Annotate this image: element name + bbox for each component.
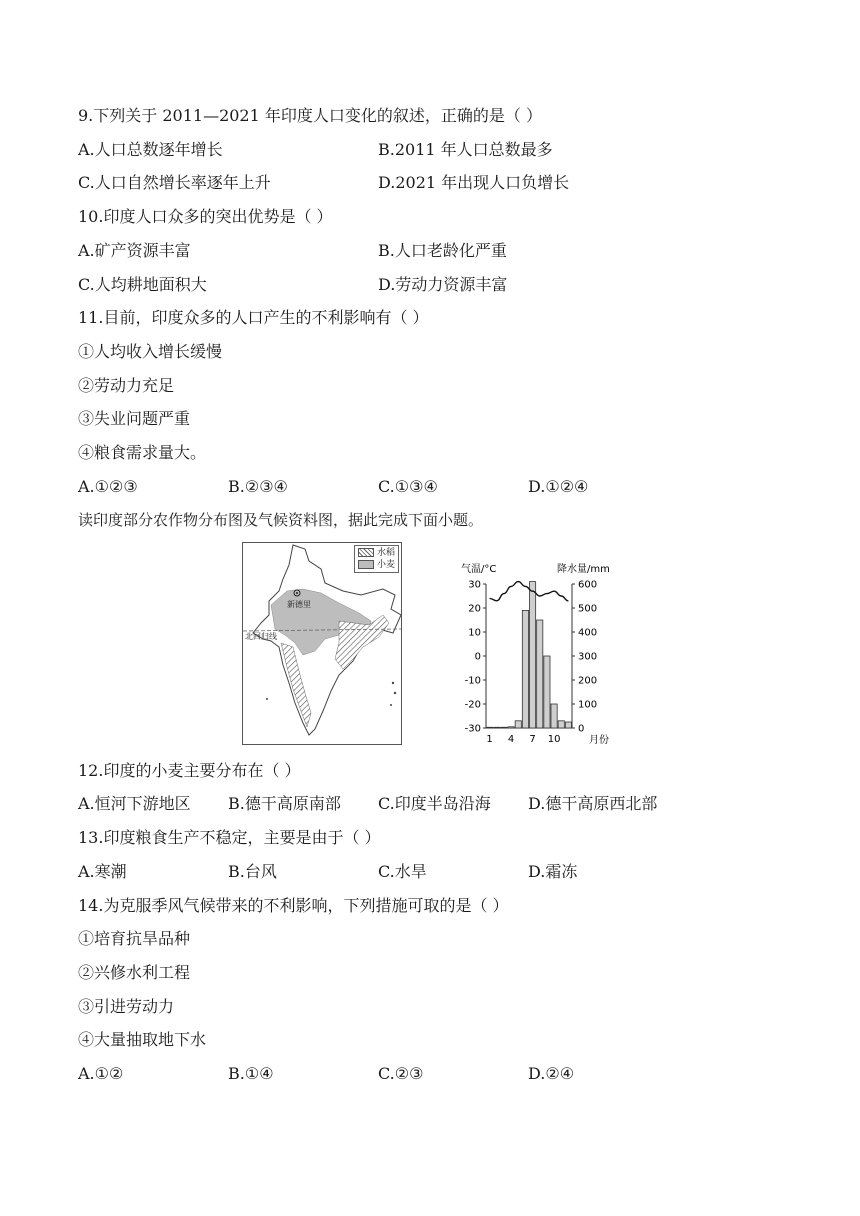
q12-option-d[interactable]: D.德干高原西北部 xyxy=(528,794,658,813)
temperature-line xyxy=(490,582,569,601)
q10-stem: 10.印度人口众多的突出优势是（ ） xyxy=(78,207,333,226)
x-tick-label: 1 xyxy=(486,734,493,745)
precip-bar xyxy=(544,656,550,728)
y2-tick-label: 400 xyxy=(578,627,598,639)
q10-option-d[interactable]: D.劳动力资源丰富 xyxy=(378,275,508,294)
q9-option-c[interactable]: C.人口自然增长率逐年上升 xyxy=(78,173,271,192)
y-tick-label: 20 xyxy=(468,603,481,615)
q10-option-a[interactable]: A.矿产资源丰富 xyxy=(78,241,191,260)
y-axis-label: 气温/°C xyxy=(461,564,497,575)
y2-tick-label: 0 xyxy=(578,723,585,735)
y-tick-label: 30 xyxy=(468,579,481,591)
y-tick-label: -30 xyxy=(464,723,481,735)
q9-option-a[interactable]: A.人口总数逐年增长 xyxy=(78,140,223,159)
precip-bar xyxy=(487,727,493,728)
x-tick-label: 7 xyxy=(529,734,536,745)
q11-stem: 11.目前，印度众多的人口产生的不利影响有（ ） xyxy=(78,308,429,327)
q13-stem: 13.印度粮食生产不稳定，主要是由于（ ） xyxy=(78,828,381,847)
precip-bar xyxy=(501,727,507,728)
q10-option-c[interactable]: C.人均耕地面积大 xyxy=(78,275,207,294)
q14-option-d[interactable]: D.②④ xyxy=(528,1064,575,1083)
legend-rice-label: 水稻 xyxy=(376,548,395,558)
legend-wheat-label: 小麦 xyxy=(376,560,395,570)
legend-rice xyxy=(358,547,395,559)
q14-item-2: ②兴修水利工程 xyxy=(78,963,191,982)
precip-bar xyxy=(537,620,543,728)
precip-bar xyxy=(530,582,536,728)
q11-item-2: ②劳动力充足 xyxy=(78,376,175,395)
q11-item-3: ③失业问题严重 xyxy=(78,409,191,428)
q14-item-1: ①培育抗旱品种 xyxy=(78,929,191,948)
climate-chart xyxy=(457,542,627,746)
q11-item-1: ①人均收入增长缓慢 xyxy=(78,342,223,361)
precip-bar xyxy=(522,610,528,728)
rice-swatch xyxy=(358,548,374,557)
y2-tick-label: 100 xyxy=(578,699,598,711)
q11-option-c[interactable]: C.①③④ xyxy=(378,477,438,496)
precip-bar xyxy=(558,721,564,728)
figure-intro: 读印度部分农作物分布图及气候资料图，据此完成下面小题。 xyxy=(78,511,484,529)
india-crop-map xyxy=(242,542,402,745)
precip-bar xyxy=(508,727,514,728)
x-tick-label: 10 xyxy=(547,734,561,745)
q9-stem: 9.下列关于 2011—2021 年印度人口变化的叙述，正确的是（ ） xyxy=(78,106,542,125)
y2-tick-label: 500 xyxy=(578,603,598,615)
y-tick-label: -20 xyxy=(464,699,481,711)
q14-option-a[interactable]: A.①② xyxy=(78,1064,124,1083)
legend-wheat xyxy=(358,559,395,571)
y-tick-label: -10 xyxy=(464,675,481,687)
precip-bar xyxy=(515,721,521,728)
q14-option-c[interactable]: C.②③ xyxy=(378,1064,424,1083)
q12-option-a[interactable]: A.恒河下游地区 xyxy=(78,794,191,813)
q11-item-4: ④粮食需求量大。 xyxy=(78,443,207,462)
q12-stem: 12.印度的小麦主要分布在（ ） xyxy=(78,761,301,780)
x-axis-label: 月份 xyxy=(589,735,609,746)
q13-option-b[interactable]: B.台风 xyxy=(228,862,277,881)
q11-option-b[interactable]: B.②③④ xyxy=(228,477,288,496)
q11-option-d[interactable]: D.①②④ xyxy=(528,477,589,496)
y-tick-label: 0 xyxy=(474,651,481,663)
city-label: 新德里 xyxy=(287,600,311,609)
q12-option-b[interactable]: B.德干高原南部 xyxy=(228,794,341,813)
wheat-swatch xyxy=(358,560,374,569)
y2-tick-label: 200 xyxy=(578,675,598,687)
q9-option-b[interactable]: B.2011 年人口总数最多 xyxy=(378,140,553,159)
precip-bar xyxy=(494,727,500,728)
q14-item-3: ③引进劳动力 xyxy=(78,997,175,1016)
q13-option-a[interactable]: A.寒潮 xyxy=(78,862,127,881)
q14-stem: 14.为克服季风气候带来的不利影响，下列措施可取的是（ ） xyxy=(78,896,509,915)
precip-bar xyxy=(565,722,571,728)
india-map-drawing xyxy=(243,543,401,744)
precip-bar xyxy=(551,704,557,728)
y2-tick-label: 600 xyxy=(578,579,598,591)
y-tick-label: 10 xyxy=(468,627,481,639)
q13-option-d[interactable]: D.霜冻 xyxy=(528,862,578,881)
q11-option-a[interactable]: A.①②③ xyxy=(78,477,138,496)
q10-option-b[interactable]: B.人口老龄化严重 xyxy=(378,241,507,260)
q12-option-c[interactable]: C.印度半岛沿海 xyxy=(378,794,491,813)
q14-item-4: ④大量抽取地下水 xyxy=(78,1030,207,1049)
q9-option-d[interactable]: D.2021 年出现人口负增长 xyxy=(378,173,570,192)
map-legend xyxy=(354,545,399,573)
q14-option-b[interactable]: B.①④ xyxy=(228,1064,274,1083)
y2-tick-label: 300 xyxy=(578,651,598,663)
tropic-label: 北回归线 xyxy=(245,632,277,641)
y2-axis-label: 降水量/mm xyxy=(557,564,610,575)
q13-option-c[interactable]: C.水旱 xyxy=(378,862,427,881)
x-tick-label: 4 xyxy=(507,734,515,745)
